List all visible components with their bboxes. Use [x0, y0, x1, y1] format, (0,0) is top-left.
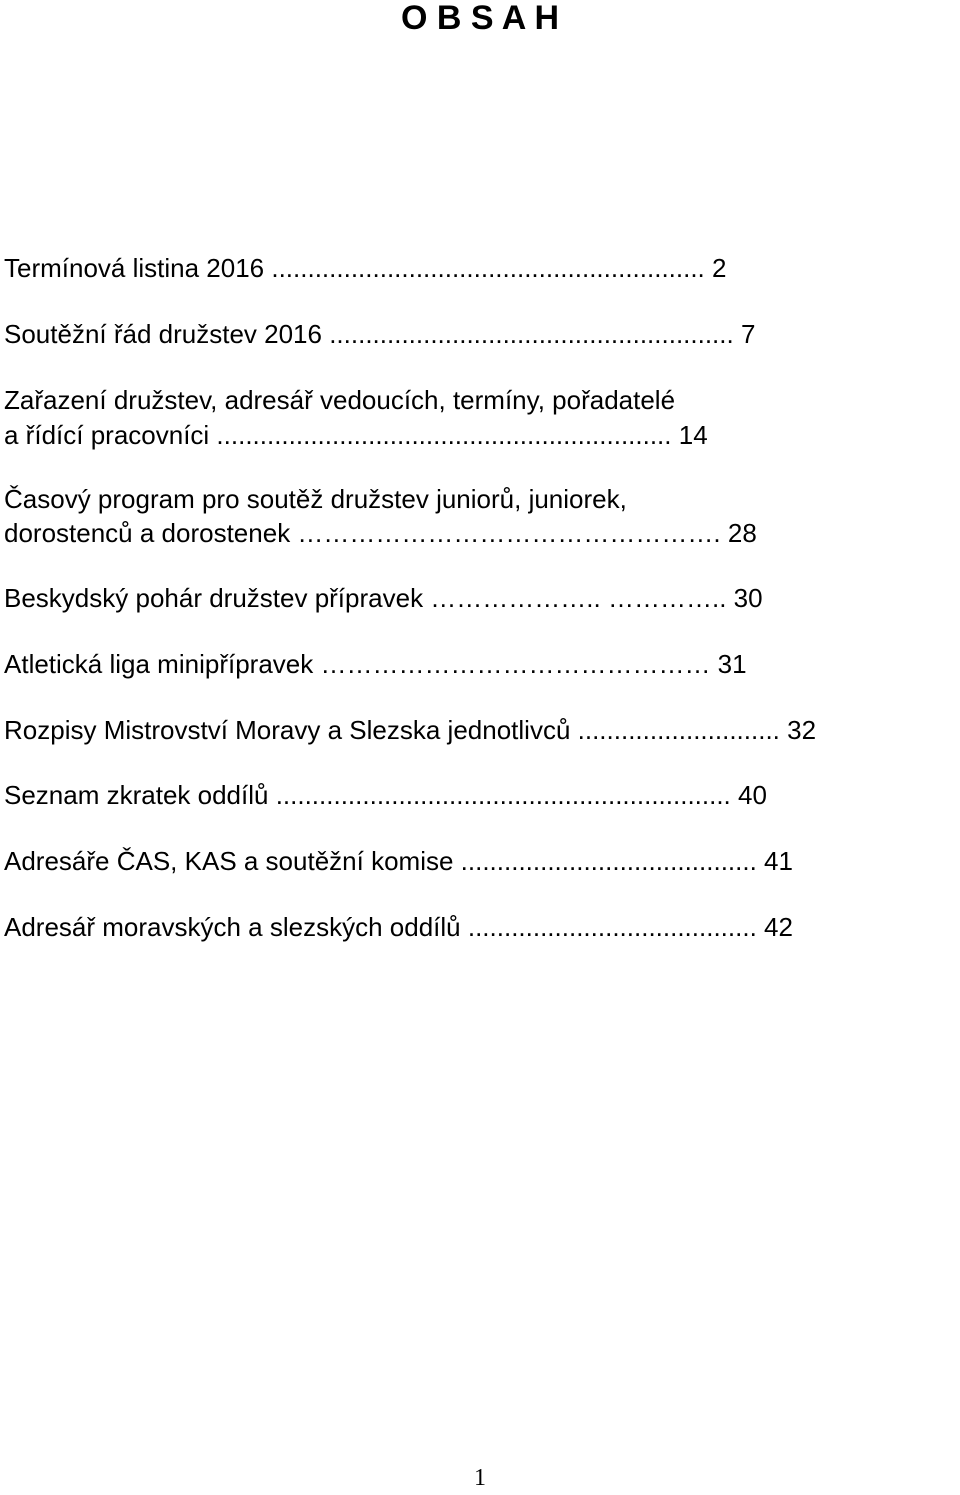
toc-entry-beskydsky-pohar: Beskydský pohár družstev přípravek ……………….. ………….. 30: [4, 583, 763, 613]
toc-entry-seznam-zkratek: Seznam zkratek oddílů ............................................................... 40: [4, 780, 767, 810]
toc-entry-casovy-program-line1: Časový program pro soutěž družstev juniorů, juniorek,: [4, 484, 627, 514]
toc-entry-rozpisy-mistrovstvi: Rozpisy Mistrovství Moravy a Slezska jednotlivců ............................ 32: [4, 715, 817, 745]
toc-entry-casovy-program-line2: dorostenců a dorostenek …………………………………………. 28: [4, 518, 757, 548]
toc-entry-zarazeni-druzstev-line1: Zařazení družstev, adresář vedoucích, termíny, pořadatelé: [4, 385, 676, 415]
page-number: 1: [474, 1465, 486, 1491]
toc-entry-terminova-listina: Termínová listina 2016 ............................................................ 2: [4, 253, 727, 283]
toc-entry-atleticka-liga: Atletická liga minipřípravek ……………………………………… 31: [4, 649, 747, 679]
toc-entry-adresare-cas-kas: Adresáře ČAS, KAS a soutěžní komise ......................................... 41: [4, 846, 793, 876]
toc-entry-adresar-oddilu: Adresář moravských a slezských oddílů ........................................ 42: [4, 912, 793, 942]
toc-entry-soutezni-rad: Soutěžní řád družstev 2016 ........................................................ 7: [4, 319, 756, 349]
toc-entry-zarazeni-druzstev-line2: a řídící pracovníci ............................................................... 14: [4, 420, 708, 450]
document-title: O B S A H: [400, 0, 560, 37]
